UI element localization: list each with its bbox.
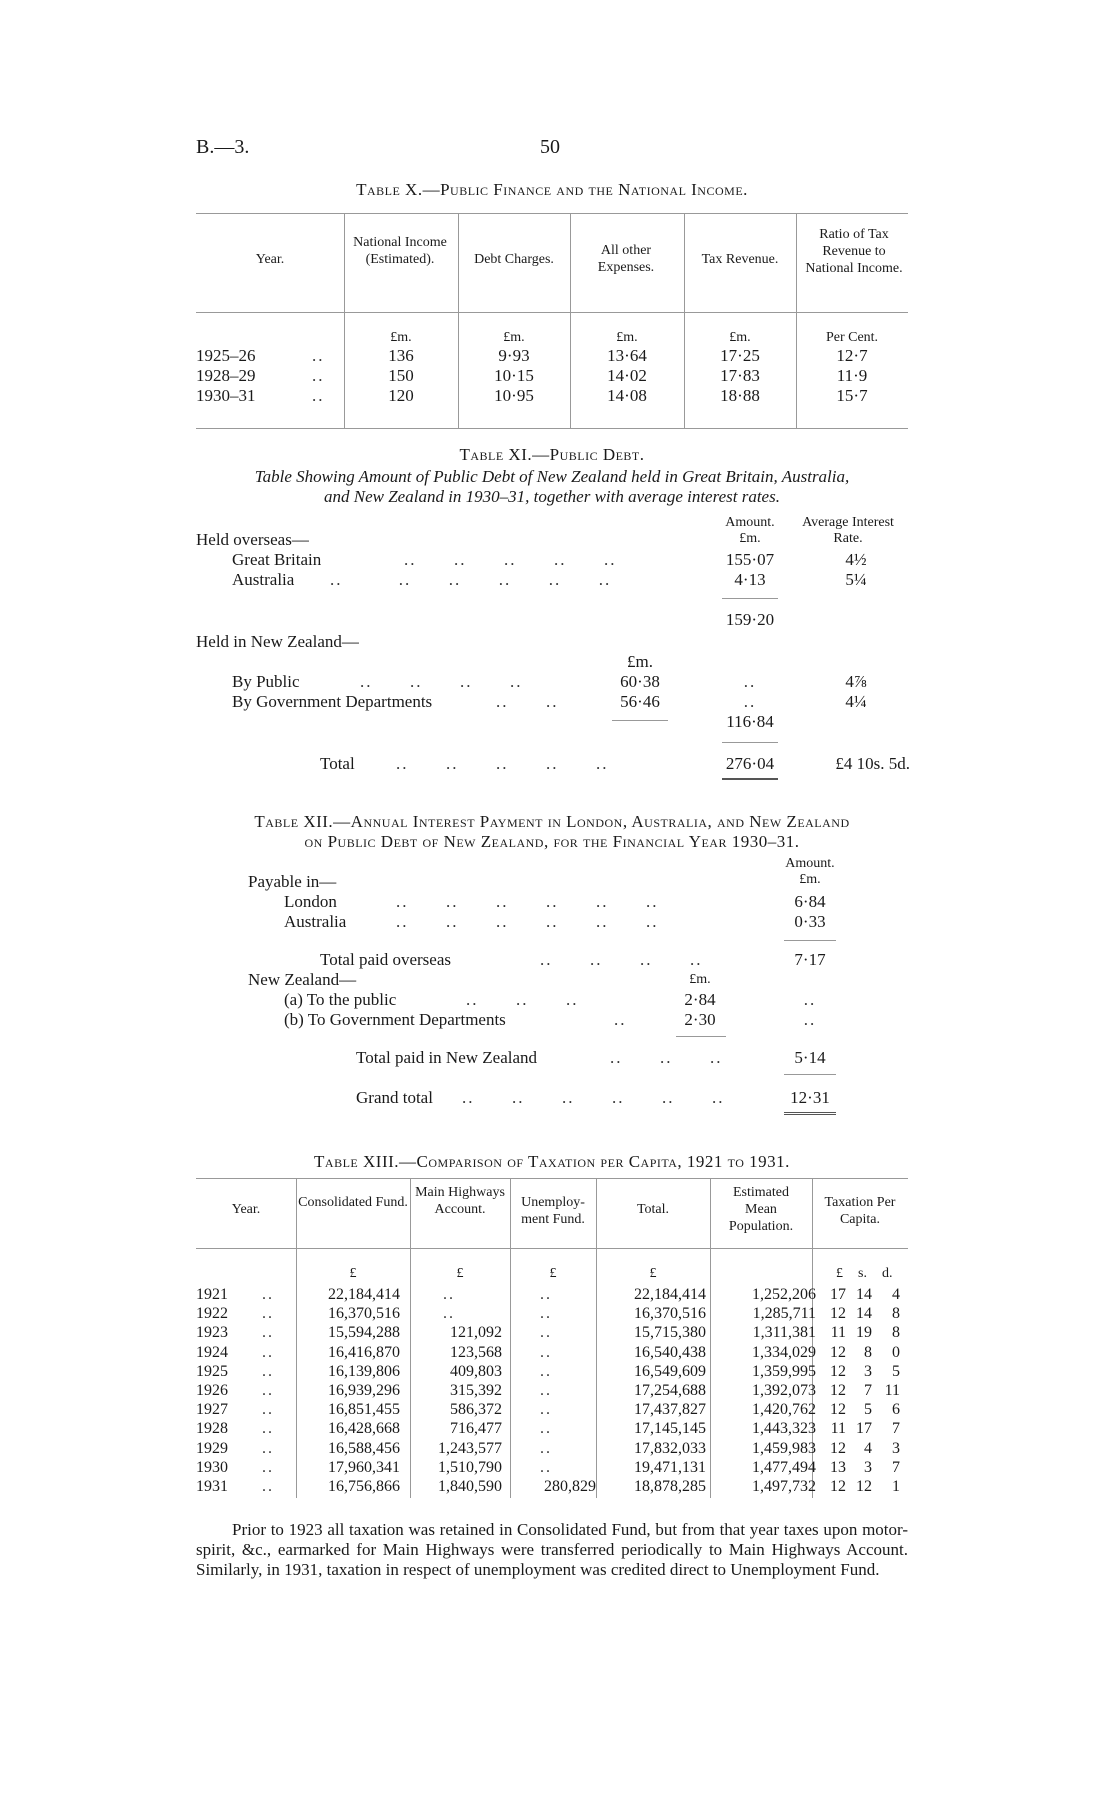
table-xiii-header: Unemploy- ment Fund.	[521, 1195, 585, 1227]
table-cell: 18,878,285	[634, 1477, 706, 1495]
table-cell: 1,840,590	[438, 1477, 502, 1495]
table-cell: 1,243,577	[438, 1439, 502, 1457]
table-xiii-header: Estimated Mean Population.	[728, 1185, 794, 1234]
table-cell: 1,510,790	[438, 1458, 502, 1476]
table-cell: 16,370,516	[634, 1305, 706, 1323]
table-cell: ..	[540, 1324, 552, 1342]
table-cell: 17,254,688	[634, 1381, 706, 1399]
table-cell: ..	[540, 1305, 552, 1323]
table-cell: 1923	[196, 1324, 228, 1342]
table-cell: 12	[856, 1477, 872, 1495]
table-cell: 5	[864, 1401, 872, 1419]
great-britain-amount: 155·07	[725, 550, 775, 569]
table-cell: 4	[864, 1439, 872, 1457]
london-amount: 6·84	[794, 892, 826, 911]
table-row: .. 1930 17,960,341 1,510,790 .. 19,471,131 1,477,494 13 3 7	[196, 1458, 900, 1476]
table-x-header-tax: Tax Revenue.	[701, 252, 779, 267]
table-x-title: Table X.—Public Finance and the National Income.	[356, 180, 748, 199]
table-cell: 1,285,711	[752, 1305, 816, 1323]
table-cell: 17	[856, 1420, 872, 1438]
table-xii-amount-header: Amount.	[785, 856, 835, 871]
table-row: .. 1924 16,416,870 123,568 .. 16,540,438 1,334,029 12 8 0	[196, 1343, 900, 1361]
table-cell: 17,437,827	[634, 1401, 706, 1419]
total-label: Total	[320, 754, 355, 773]
table-cell: 12	[830, 1477, 846, 1495]
table-cell: ..	[540, 1401, 552, 1419]
table-cell: 17,145,145	[634, 1420, 706, 1438]
table-cell: ..	[540, 1362, 552, 1380]
grand-total-amount: 12·31	[790, 1088, 830, 1107]
table-cell: 15,715,380	[634, 1324, 706, 1342]
table-cell: ..	[540, 1286, 552, 1303]
table-cell: 16,540,438	[634, 1343, 706, 1361]
table-cell: 16,939,296	[328, 1381, 400, 1399]
table-cell: 1924	[196, 1343, 228, 1361]
table-row: .. 1922 16,370,516 .. .. 16,370,516 1,285,711 12 14 8	[196, 1305, 900, 1323]
table-cell: 3	[864, 1362, 872, 1380]
table-cell: 8	[892, 1305, 900, 1323]
by-government-amount: 56·46	[620, 692, 660, 711]
table-cell: 1,359,995	[752, 1362, 816, 1380]
total-nz-label: Total paid in New Zealand	[356, 1048, 538, 1067]
table-cell: 19,471,131	[634, 1458, 706, 1476]
table-row: .. 1926 16,939,296 315,392 .. 17,254,688 1,392,073 12 7 11	[196, 1381, 900, 1399]
table-cell: 12	[830, 1343, 846, 1361]
table-cell: 1,497,732	[752, 1477, 816, 1495]
great-britain-rate: 4½	[845, 550, 867, 569]
table-xi-title: Table XI.—Public Debt.	[459, 445, 645, 464]
table-xi-rate-header: Average Interest	[802, 515, 894, 530]
table-cell: 1928	[196, 1420, 228, 1438]
table-x-unit: £m.	[616, 330, 638, 345]
australia-label: Australia	[284, 912, 347, 931]
by-government-rate: 4¼	[845, 692, 867, 711]
table-xiii-body	[196, 1286, 908, 1497]
table-cell: 1921	[196, 1286, 228, 1303]
to-government-label: (b) To Government Departments	[284, 1010, 506, 1029]
by-public-amount: 60·38	[620, 672, 660, 691]
table-xiii-unit: £	[836, 1266, 843, 1281]
table-xiii-header: Main Highways Account.	[415, 1185, 505, 1217]
table-row: .. 1929 16,588,456 1,243,577 .. 17,832,033 1,459,983 12 4 3	[196, 1439, 900, 1457]
table-cell: 716,477	[450, 1420, 502, 1438]
table-cell: 16,588,456	[328, 1439, 400, 1457]
table-cell: ..	[540, 1420, 552, 1438]
table-row: 1928–29 .. 150 10·15 14·02 17·83 11·9	[196, 366, 868, 385]
table-xii-title: on Public Debt of New Zealand, for the Financial Year 1930–31.	[304, 832, 800, 851]
ellipsis-text: ..	[803, 990, 817, 1009]
table-xii-title: Table XII.—Annual Interest Payment in London, Australia, and New Zealand	[254, 812, 850, 831]
great-britain-label: Great Britain	[232, 550, 322, 569]
table-row: .. 1927 16,851,455 586,372 .. 17,437,827 1,420,762 12 5 6	[196, 1401, 900, 1419]
table-cell: 1929	[196, 1439, 228, 1457]
table-cell: 22,184,414	[328, 1286, 400, 1303]
table-cell: 12	[830, 1439, 846, 1457]
nz-unit: £m.	[627, 652, 653, 671]
table-xi-amount-header: Amount.	[725, 515, 775, 530]
table-cell: 8	[892, 1324, 900, 1342]
table-cell: 19	[856, 1324, 872, 1342]
table-cell: 1,252,206	[752, 1286, 816, 1303]
table-cell: 1	[892, 1477, 900, 1495]
table-cell: 16,851,455	[328, 1401, 400, 1419]
table-cell: 1,443,323	[752, 1420, 816, 1438]
ellipsis-text: ..	[803, 1010, 817, 1029]
table-cell: 1931	[196, 1477, 228, 1495]
table-x-header-year: Year.	[255, 252, 285, 267]
table-cell: 12	[830, 1362, 846, 1380]
table-cell: 123,568	[450, 1343, 502, 1361]
total-nz-amount: 5·14	[794, 1048, 826, 1067]
table-xii-amount-unit: £m.	[799, 872, 821, 887]
table-cell: 11	[830, 1420, 846, 1438]
table-xiii-unit: £	[456, 1266, 464, 1281]
table-cell: 3	[864, 1458, 872, 1476]
nz-total: 116·84	[726, 712, 774, 731]
table-cell: 12	[830, 1305, 846, 1323]
table-cell: 16,370,516	[328, 1305, 400, 1323]
table-cell: 0	[892, 1343, 900, 1361]
australia-amount: 4·13	[734, 570, 766, 589]
table-cell: 15,594,288	[328, 1324, 400, 1342]
table-x-header-expenses: All other Expenses.	[597, 243, 655, 275]
table-cell: ..	[540, 1343, 552, 1361]
table-cell: 7	[892, 1458, 900, 1476]
to-government-amount: 2·30	[684, 1010, 716, 1029]
table-cell: 4	[892, 1286, 900, 1303]
table-x-header-income: National Income (Estimated).	[353, 235, 447, 267]
table-cell: 16,428,668	[328, 1420, 400, 1438]
australia-rate: 5¼	[845, 570, 867, 589]
total-overseas-amount: 7·17	[794, 950, 826, 969]
table-xiii-unit: s.	[858, 1266, 867, 1281]
table-cell: 7	[864, 1381, 872, 1399]
payable-in-label: Payable in—	[248, 872, 337, 891]
table-cell: 16,139,806	[328, 1362, 400, 1380]
table-cell: 1,477,494	[752, 1458, 816, 1476]
by-government-label: By Government Departments	[232, 692, 433, 711]
table-cell: 12	[830, 1381, 846, 1399]
table-cell: 1,311,381	[752, 1324, 816, 1342]
total-rate: £4 10s. 5d.	[835, 754, 910, 773]
table-cell: 16,756,866	[328, 1477, 400, 1495]
table-cell: 6	[892, 1401, 900, 1419]
table-cell: 8	[864, 1343, 872, 1361]
by-public-rate: 4⅞	[845, 672, 867, 691]
table-cell: 17,832,033	[634, 1439, 706, 1457]
table-cell: 280,829	[544, 1477, 596, 1495]
table-cell: ..	[540, 1458, 552, 1476]
table-x-unit: £m.	[390, 330, 412, 345]
london-label: London	[284, 892, 337, 911]
table-x-unit: Per Cent.	[825, 330, 879, 345]
table-cell: 7	[892, 1420, 900, 1438]
held-overseas-label: Held overseas—	[196, 530, 309, 549]
table-cell: 409,803	[450, 1362, 502, 1380]
table-cell: 16,416,870	[328, 1343, 400, 1361]
table-cell: 17	[830, 1286, 846, 1303]
overseas-total: 159·20	[725, 610, 775, 629]
table-x-header-ratio: Ratio of Tax Revenue to National Income.	[805, 227, 903, 276]
table-xi-subtitle: Table Showing Amount of Public Debt of New Zealand held in Great Britain, Australia,	[254, 467, 850, 486]
to-public-amount: 2·84	[684, 990, 716, 1009]
table-row: .. 1921 22,184,414 .. .. 22,184,414 1,252,206 17 14 4	[196, 1286, 900, 1303]
table-xi-amount-unit: £m.	[739, 531, 761, 546]
by-public-label: By Public	[232, 672, 300, 691]
table-xi-rate-header: Rate.	[833, 531, 863, 546]
table-xiii-title: Table XIII.—Comparison of Taxation per Capita, 1921 to 1931.	[314, 1152, 790, 1171]
held-nz-label: Held in New Zealand—	[196, 632, 359, 651]
table-cell: ..	[443, 1286, 455, 1303]
table-cell: 1922	[196, 1305, 228, 1323]
table-cell: 5	[892, 1362, 900, 1380]
table-cell: 1,459,983	[752, 1439, 816, 1457]
table-cell: 1,334,029	[752, 1343, 816, 1361]
table-cell: 1930	[196, 1458, 228, 1476]
table-xiii-unit: £	[549, 1266, 557, 1281]
table-row: 1930–31 .. 120 10·95 14·08 18·88 15·7	[196, 386, 868, 405]
page-number: 50	[540, 136, 560, 158]
table-cell: 17,960,341	[328, 1458, 400, 1476]
table-cell: 121,092	[450, 1324, 502, 1342]
table-cell: 12	[830, 1401, 846, 1419]
table-xiii-header: Year.	[231, 1202, 261, 1217]
table-xiii-unit: £	[349, 1266, 357, 1281]
table-xiii-header: Consolidated Fund.	[298, 1195, 408, 1210]
table-cell: 3	[892, 1439, 900, 1457]
australia-label: Australia	[232, 570, 295, 589]
table-cell: 16,549,609	[634, 1362, 706, 1380]
table-cell: 13	[830, 1458, 846, 1476]
table-cell: 586,372	[450, 1401, 502, 1419]
table-cell: 14	[856, 1286, 872, 1303]
table-cell: 22,184,414	[634, 1286, 706, 1303]
total-overseas-label: Total paid overseas	[320, 950, 451, 969]
nz-label: New Zealand—	[248, 970, 357, 989]
table-row: .. 1925 16,139,806 409,803 .. 16,549,609 1,359,995 12 3 5	[196, 1362, 900, 1380]
table-cell: 1927	[196, 1401, 228, 1419]
table-cell: 1925	[196, 1362, 228, 1380]
table-cell: 315,392	[450, 1381, 502, 1399]
australia-amount: 0·33	[794, 912, 826, 931]
nz-unit: £m.	[689, 972, 711, 987]
table-xiii-header: Total.	[636, 1202, 670, 1217]
table-cell: 1926	[196, 1381, 228, 1399]
table-cell: 1,420,762	[752, 1401, 816, 1419]
grand-total-label: Grand total	[356, 1088, 433, 1107]
table-cell: ..	[540, 1439, 552, 1457]
total-amount: 276·04	[725, 754, 775, 773]
table-xi-subtitle: and New Zealand in 1930–31, together with average interest rates.	[324, 487, 780, 506]
table-cell: 11	[884, 1381, 900, 1399]
table-cell: 1,392,073	[752, 1381, 816, 1399]
table-x-unit: £m.	[729, 330, 751, 345]
table-x-unit: £m.	[503, 330, 525, 345]
table-xiii-header: Taxation Per Capita.	[824, 1195, 896, 1227]
table-row: .. 1931 16,756,866 1,840,590 280,829 18,878,285 1,497,732 12 12 1	[196, 1477, 900, 1495]
page-reference: B.—3.	[196, 136, 250, 158]
table-cell: ..	[540, 1381, 552, 1399]
table-row: .. 1923 15,594,288 121,092 .. 15,715,380 1,311,381 11 19 8	[196, 1324, 900, 1342]
table-xiii-unit: d.	[882, 1266, 893, 1281]
table-row: 1925–26 .. 136 9·93 13·64 17·25 12·7	[196, 346, 868, 365]
table-cell: 14	[856, 1305, 872, 1323]
to-public-label: (a) To the public	[284, 990, 397, 1009]
table-xiii-unit: £	[649, 1266, 657, 1281]
table-x-header-debt: Debt Charges.	[474, 252, 554, 267]
table-cell: 11	[830, 1324, 846, 1342]
table-cell: ..	[443, 1305, 455, 1323]
footnote: Prior to 1923 all taxation was retained in Consolidated Fund, but from that year taxes upon motor-spirit, &c., earmarked for Main Highways were transferred periodically to Main Highways Account. Similarly, in 1931, taxation in respect of unemployment was credited direct to Unemployment Fund.	[196, 1520, 908, 1579]
table-row: .. 1928 16,428,668 716,477 .. 17,145,145 1,443,323 11 17 7	[196, 1420, 900, 1438]
